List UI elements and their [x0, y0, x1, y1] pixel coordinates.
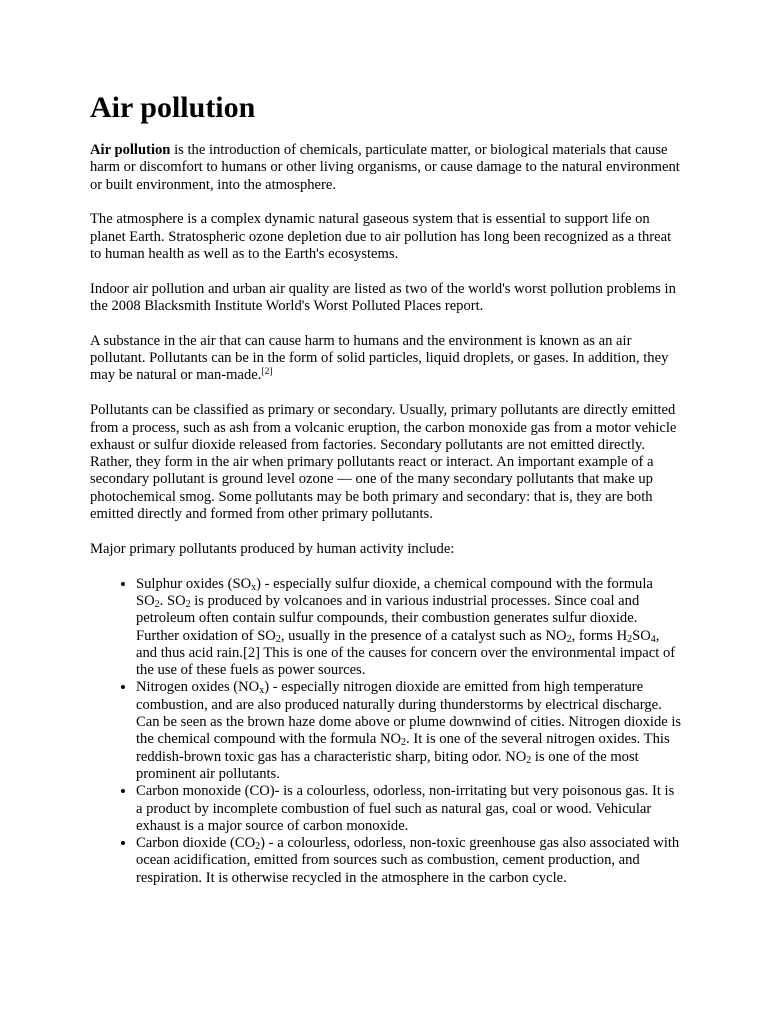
text-run: , usually in the presence of a catalyst such as NO — [280, 627, 567, 644]
text-run: ) - a colourless, odorless, non-toxic greenhouse gas also associated with ocean acidification, emitted from sources such as combustion, cement production, and respiration. It is otherwise recycled in the atmosphere in the carbon cycle. — [136, 835, 680, 886]
subscript: x — [259, 685, 265, 697]
subscript: 2 — [401, 737, 407, 749]
subscript: 2 — [526, 754, 532, 766]
text-run: SO — [632, 627, 651, 644]
pollutant-list — [90, 576, 682, 887]
text-run: . SO — [159, 592, 186, 609]
pollutant-definition-text: A substance in the air that can cause harm to humans and the environment is known as an air pollutant. Pollutants can be in the form of solid particles, liquid droplets, or gases. In addition, they may be natural or man-made. — [90, 332, 669, 384]
classification-paragraph: Pollutants can be classified as primary or secondary. Usually, primary pollutants are directly emitted from a process, such as ash from a volcanic eruption, the carbon monoxide gas from a motor vehicle exhaust or sulfur dioxide released from factories. Secondary pollutants are not emitted directly. Rather, they form in the air when primary pollutants react or interact. An important example of a secondary pollutant is ground level ozone — one of the many secondary pollutants that make up photochemical smog. Some pollutants may be both primary and secondary: that is, they are both emitted directly and formed from other primary pollutants. — [90, 402, 677, 523]
list-item-nitrogen-oxides — [136, 679, 682, 783]
subscript: 2 — [627, 633, 633, 645]
text-run: is produced by volcanoes and in various industrial processes. Since coal and petroleum often contain sulfur compounds, their combustion generates sulfur dioxide. Further oxidation of SO — [136, 592, 640, 644]
bold-term: Air pollution — [90, 142, 171, 158]
subscript: 2 — [566, 633, 572, 645]
text-run: ) - especially nitrogen dioxide are emitted from high temperature combustion, and are also produced naturally during thunderstorms by electrical discharge. Can be seen as the brown haze dome above or plume downwind of cities. Nitrogen dioxide is the chemical compound with the formula NO — [136, 679, 682, 748]
atmosphere-paragraph: The atmosphere is a complex dynamic natural gaseous system that is essential to support life on planet Earth. Stratospheric ozone depletion due to air pollution has long been recognized as a threat to human health as well as to the Earth's ecosystems. — [90, 211, 672, 262]
reference-link[interactable]: [2] — [261, 367, 273, 378]
indoor-pollution-paragraph: Indoor air pollution and urban air quality are listed as two of the world's worst pollution problems in the 2008 Blacksmith Institute World's Worst Polluted Places report. — [90, 280, 676, 315]
pollutant-definition-paragraph — [90, 333, 682, 385]
text-run: Carbon dioxide (CO — [136, 835, 256, 852]
text-run: , forms H — [571, 627, 628, 644]
intro-text: is the introduction of chemicals, particulate matter, or biological materials that cause harm or discomfort to humans or other living organisms, or cause damage to the natural environment or built environment, into the atmosphere. — [90, 142, 680, 193]
subscript: 2 — [255, 841, 261, 853]
text-run: ) - especially sulfur dioxide, a chemical compound with the formula SO — [136, 575, 653, 609]
list-item-carbon-dioxide — [136, 835, 682, 887]
text-run: Nitrogen oxides (NO — [136, 679, 260, 696]
page-title: Air pollution — [90, 91, 256, 124]
document-page — [90, 88, 682, 887]
text-run: . It is one of the several nitrogen oxides. This reddish-brown toxic gas has a characteristic sharp, biting odor. NO — [136, 731, 670, 765]
subscript: x — [251, 581, 257, 593]
subscript: 4 — [650, 633, 656, 645]
text-run: Sulphur oxides (SO — [136, 575, 252, 592]
list-item-carbon-monoxide: • Carbon monoxide (CO)- is a colourless, odorless, non-irritating but very poisonous gas. It is a product by incomplete combustion of fuel such as natural gas, coal or wood. Vehicular exhaust is a major source of carbon monoxide. — [136, 783, 682, 835]
list-item-sulphur-oxides — [136, 576, 682, 680]
subscript: 2 — [185, 598, 191, 610]
primary-pollutants-intro: Major primary pollutants produced by human activity include: — [90, 540, 455, 557]
subscript: 2 — [275, 633, 281, 645]
text-run: , and thus acid rain.[2] This is one of the causes for concern over the environmental impact of the use of these fuels as power sources. — [136, 627, 676, 679]
text-run: is one of the most prominent air pollutants. — [136, 748, 639, 782]
subscript: 2 — [154, 598, 160, 610]
intro-paragraph — [90, 142, 682, 194]
